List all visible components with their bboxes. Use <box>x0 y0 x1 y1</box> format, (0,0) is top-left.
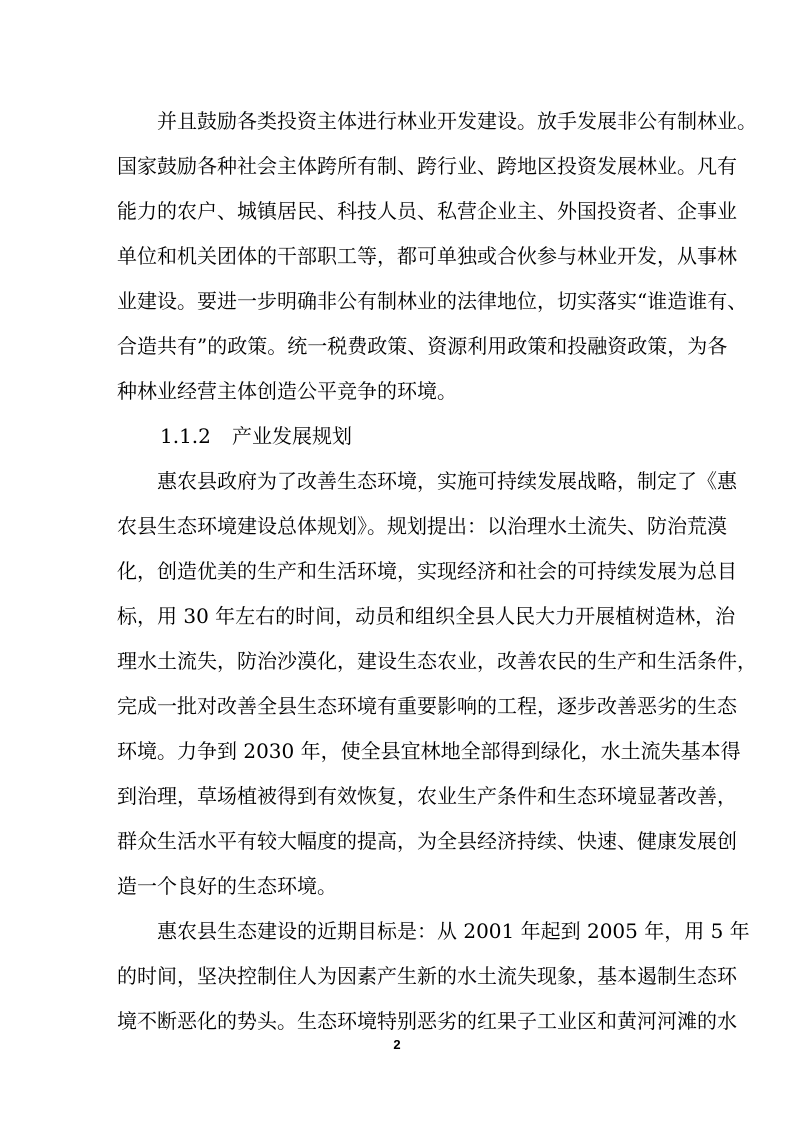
section-title: 产业发展规划 <box>232 424 352 448</box>
paragraph-1-line-3: 能力的农户、城镇居民、科技人员、私营企业主、外国投资者、企事业 <box>117 199 737 223</box>
paragraph-2-line-9: 群众生活水平有较大幅度的提高，为全县经济持续、快速、健康发展创 <box>117 829 737 853</box>
paragraph-1-line-2: 国家鼓励各种社会主体跨所有制、跨行业、跨地区投资发展林业。凡有 <box>117 154 737 178</box>
paragraph-2-line-3: 化，创造优美的生产和生活环境，实现经济和社会的可持续发展为总目 <box>117 559 737 583</box>
paragraph-2-line-6: 完成一批对改善全县生态环境有重要影响的工程，逐步改善恶劣的生态 <box>117 694 737 718</box>
paragraph-1-line-6: 合造共有”的政策。统一税费政策、资源利用政策和投融资政策，为各 <box>117 334 728 358</box>
paragraph-2-line-2: 农县生态环境建设总体规划》。规划提出：以治理水土流失、防治荒漠 <box>117 514 727 538</box>
paragraph-1-line-1: 并且鼓励各类投资主体进行林业开发建设。放手发展非公有制林业。 <box>157 109 757 133</box>
paragraph-2-line-1: 惠农县政府为了改善生态环境，实施可持续发展战略，制定了《惠 <box>157 469 737 493</box>
paragraph-2-line-10: 造一个良好的生态环境。 <box>117 874 337 898</box>
paragraph-1-line-4: 单位和机关团体的干部职工等，都可单独或合伙参与林业开发，从事林 <box>117 244 737 268</box>
page-number: 2 <box>393 1037 401 1052</box>
paragraph-3-line-1: 惠农县生态建设的近期目标是：从 2001 年起到 2005 年，用 5 年 <box>157 919 750 943</box>
paragraph-2-line-8: 到治理，草场植被得到有效恢复，农业生产条件和生态环境显著改善， <box>117 784 737 808</box>
section-number: 1.1.2 <box>160 424 211 448</box>
paragraph-1-line-7: 种林业经营主体创造公平竞争的环境。 <box>117 379 457 403</box>
paragraph-2-line-4: 标，用 30 年左右的时间，动员和组织全县人民大力开展植树造林，治 <box>117 604 736 628</box>
paragraph-3-line-2: 的时间，坚决控制住人为因素产生新的水土流失现象，基本遏制生态环 <box>117 964 737 988</box>
paragraph-1-line-5: 业建设。要进一步明确非公有制林业的法律地位，切实落实“谁造谁有、 <box>117 289 748 313</box>
section-heading <box>160 418 352 454</box>
paragraph-2-line-5: 理水土流失，防治沙漠化，建设生态农业，改善农民的生产和生活条件， <box>117 649 757 673</box>
paragraph-3-line-3: 境不断恶化的势头。生态环境特别恶劣的红果子工业区和黄河河滩的水 <box>117 1009 737 1033</box>
paragraph-2-line-7: 环境。力争到 2030 年，使全县宜林地全部得到绿化，水土流失基本得 <box>117 739 741 763</box>
